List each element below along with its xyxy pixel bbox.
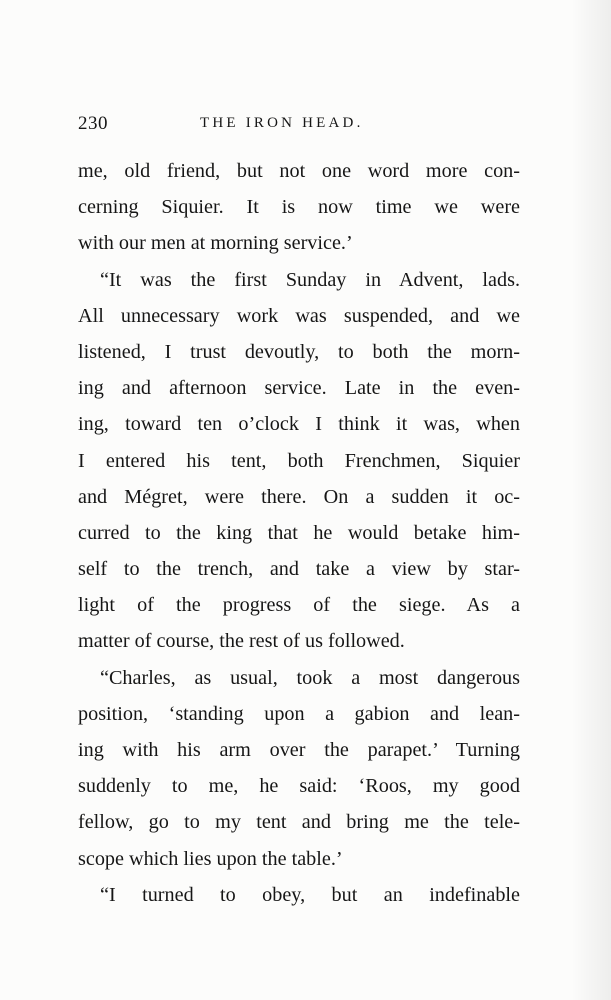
running-title: THE IRON HEAD. (200, 115, 364, 131)
text-line: I entered his tent, both Frenchmen, Siquier (78, 449, 520, 472)
body-text (78, 153, 520, 913)
page-number: 230 (78, 113, 108, 134)
text-line: position, ‘standing upon a gabion and lean- (78, 702, 520, 725)
text-line: me, old friend, but not one word more con- (78, 160, 520, 182)
page-edge-shadow (571, 0, 611, 1000)
running-head (78, 113, 523, 137)
text-line: matter of course, the rest of us followed. (78, 630, 405, 653)
text-line: ing, toward ten o’clock I think it was, when (78, 413, 520, 436)
text-line: All unnecessary work was suspended, and we (78, 304, 520, 327)
text-line: “Charles, as usual, took a most dangerous (100, 666, 520, 689)
text-line: fellow, go to my tent and bring me the tele- (78, 811, 520, 834)
text-line: ing with his arm over the parapet.’ Turning (78, 739, 520, 761)
text-line: curred to the king that he would betake him- (78, 521, 520, 544)
text-line: cerning Siquier. It is now time we were (78, 196, 520, 219)
text-line: “It was the first Sunday in Advent, lads. (100, 268, 520, 291)
text-line: listened, I trust devoutly, to both the morn- (78, 340, 520, 363)
text-line: and Mégret, were there. On a sudden it oc- (78, 485, 520, 508)
text-line: scope which lies upon the table.’ (78, 847, 343, 870)
text-line: ing and afternoon service. Late in the even- (78, 377, 520, 400)
text-line: light of the progress of the siege. As a (78, 594, 520, 617)
text-line: “I turned to obey, but an indefinable (100, 883, 520, 906)
text-line: with our men at morning service.’ (78, 232, 353, 255)
text-line: suddenly to me, he said: ‘Roos, my good (78, 775, 520, 798)
text-line: self to the trench, and take a view by star- (78, 558, 520, 581)
